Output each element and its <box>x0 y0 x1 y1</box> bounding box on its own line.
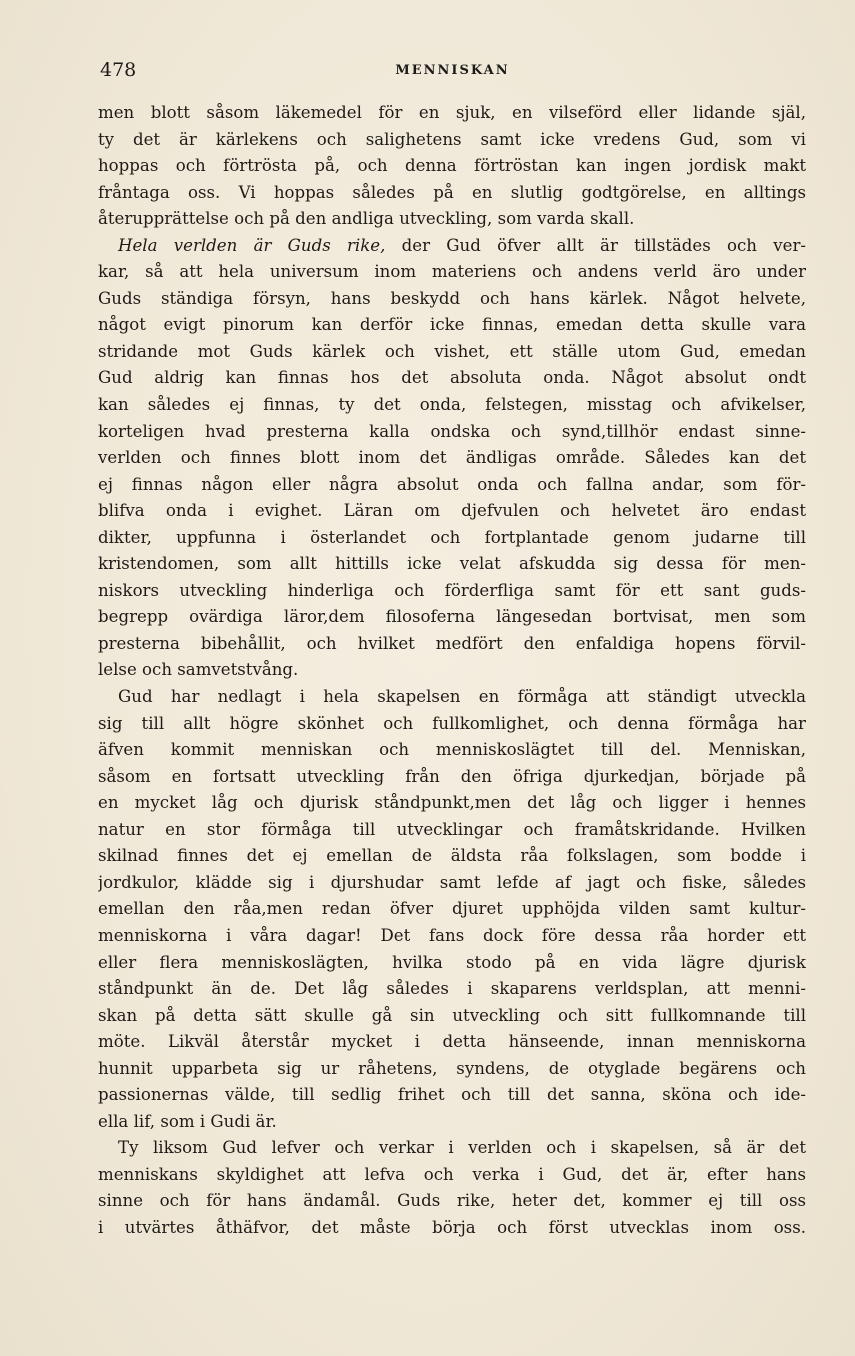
text-line-rest: der Gud öfver allt är tillstädes och ver- <box>385 235 806 255</box>
text-line: kristendomen, som allt hittills icke velat afskudda sig dessa för men- <box>98 554 806 574</box>
text-line: dikter, uppfunna i österlandet och fortplantade genom judarne till <box>98 527 806 547</box>
page-number: 478 <box>100 59 137 81</box>
text-line: möte. Likväl återstår mycket i detta hänseende, innan menniskorna <box>98 1032 806 1052</box>
italic-phrase: Hela verlden är Guds rike, <box>118 235 386 255</box>
text-line: skilnad finnes det ej emellan de äldsta råa folkslagen, som bodde i <box>98 846 806 866</box>
text-line: menniskorna i våra dagar! Det fans dock före dessa råa horder ett <box>98 925 806 945</box>
text-line: korteligen hvad presterna kalla ondska och synd,tillhör endast sinne- <box>98 421 806 441</box>
body-text <box>98 100 806 1242</box>
text-line: något evigt pinorum kan derför icke finnas, emedan detta skulle vara <box>98 315 806 335</box>
text-line: Ty liksom Gud lefver och verkar i verlden och i skapelsen, så är det <box>118 1138 806 1158</box>
text-line: återupprättelse och på den andliga utveckling, som varda skall. <box>98 209 635 229</box>
text-line: sig till allt högre skönhet och fullkomlighet, och denna förmåga har <box>98 713 806 733</box>
text-line: sinne och för hans ändamål. Guds rike, heter det, kommer ej till oss <box>98 1191 806 1211</box>
text-line: begrepp ovärdiga läror,dem filosoferna längesedan bortvisat, men som <box>98 607 806 627</box>
text-line: kan således ej finnas, ty det onda, felstegen, misstag och afvikelser, <box>98 395 806 415</box>
text-line: hoppas och förtrösta på, och denna förtröstan kan ingen jordisk makt <box>98 156 806 176</box>
text-line: Gud aldrig kan finnas hos det absoluta onda. Något absolut ondt <box>98 368 806 388</box>
text-line: en mycket låg och djurisk ståndpunkt,men det låg och ligger i hennes <box>98 793 806 813</box>
text-line: Guds ständiga försyn, hans beskydd och hans kärlek. Något helvete, <box>98 288 806 308</box>
running-title: MENNISKAN <box>395 63 510 78</box>
text-line: ståndpunkt än de. Det låg således i skaparens verldsplan, att menni- <box>98 979 806 999</box>
text-line: natur en stor förmåga till utvecklingar och framåtskridande. Hvilken <box>98 819 806 839</box>
text-line <box>98 233 806 260</box>
text-line: eller flera menniskoslägten, hvilka stodo på en vida lägre djurisk <box>98 952 806 972</box>
text-line: Gud har nedlagt i hela skapelsen en förmåga att ständigt utveckla <box>118 687 806 707</box>
text-line: ty det är kärlekens och salighetens samt icke vredens Gud, som vi <box>98 129 806 149</box>
text-line: men blott såsom läkemedel för en sjuk, en vilseförd eller lidande själ, <box>98 103 806 122</box>
text-line: jordkulor, klädde sig i djurshudar samt lefde af jagt och fiske, således <box>98 872 806 892</box>
text-line: blifva onda i evighet. Läran om djefvulen och helvetet äro endast <box>98 501 806 521</box>
text-line: verlden och finnes blott inom det ändligas område. Således kan det <box>98 448 806 468</box>
text-line: presterna bibehållit, och hvilket medfört den enfaldiga hopens förvil- <box>98 633 806 653</box>
text-line: i utvärtes åthäfvor, det måste börja och först utvecklas inom oss. <box>98 1217 806 1237</box>
text-line: ej finnas någon eller några absolut onda och fallna andar, som för- <box>98 474 806 494</box>
text-line: skan på detta sätt skulle gå sin utveckling och sitt fullkomnande till <box>98 1005 806 1025</box>
text-line: såsom en fortsatt utveckling från den öfriga djurkedjan, började på <box>98 766 806 786</box>
page-header <box>100 58 805 84</box>
text-line: passionernas välde, till sedlig frihet och till det sanna, sköna och ide- <box>98 1085 806 1105</box>
text-line: emellan den råa,men redan öfver djuret upphöjda vilden samt kultur- <box>98 899 806 919</box>
text-line: menniskans skyldighet att lefva och verka i Gud, det är, efter hans <box>98 1164 806 1184</box>
text-line: stridande mot Guds kärlek och vishet, ett ställe utom Gud, emedan <box>98 341 806 361</box>
text-line: fråntaga oss. Vi hoppas således på en slutlig godtgörelse, en alltings <box>98 182 806 202</box>
text-line: niskors utveckling hinderliga och förderfliga samt för ett sant guds- <box>98 580 806 600</box>
text-line: äfven kommit menniskan och menniskoslägtet till del. Menniskan, <box>98 740 806 760</box>
text-line: ella lif, som i Gudi är. <box>98 1111 277 1131</box>
text-line: hunnit upparbeta sig ur råhetens, syndens, de otyglade begärens och <box>98 1058 806 1078</box>
text-line: lelse och samvetstvång. <box>98 660 299 680</box>
text-line: kar, så att hela universum inom materiens och andens verld äro under <box>98 262 806 282</box>
